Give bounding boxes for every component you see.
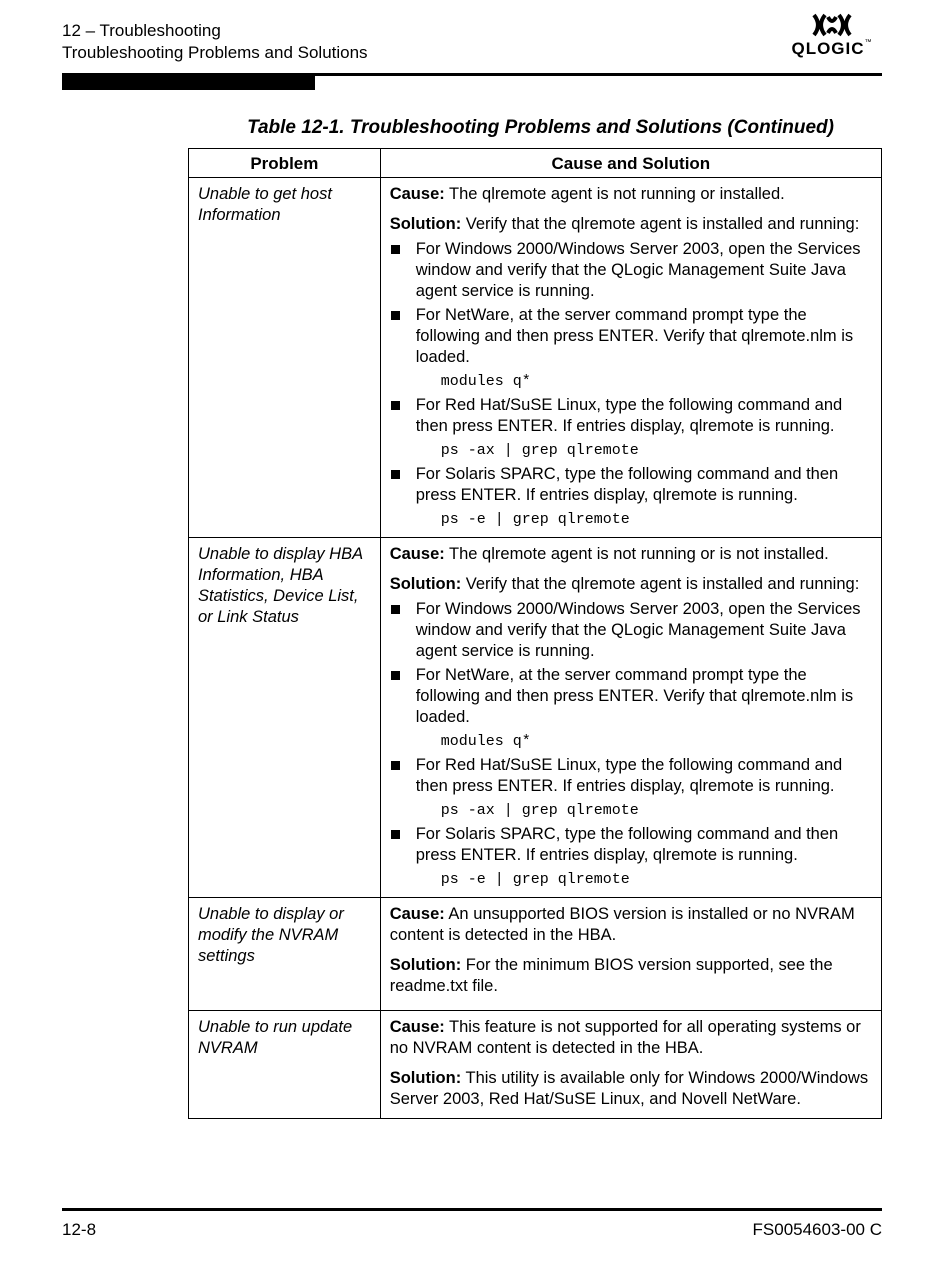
header-rule-bar	[62, 76, 315, 90]
cause-text: Cause: The qlremote agent is not running or is not installed.	[389, 545, 829, 563]
solution-cell	[380, 178, 881, 538]
command-text: ps -ax | grep qlremote	[440, 802, 639, 819]
table-row	[189, 538, 882, 898]
solution-text: Solution: For the minimum BIOS version supported, see the readme.txt file.	[389, 956, 833, 995]
list-item: For Red Hat/SuSE Linux, type the following command and then press ENTER. If entries display, qlremote is running.	[390, 395, 873, 437]
logo-wordmark: QLOGIC™	[791, 39, 873, 58]
list-item: For Windows 2000/Windows Server 2003, open the Services window and verify that the QLogic Management Suite Java agent service is running.	[390, 599, 873, 662]
solution-text: Solution: This utility is available only for Windows 2000/Windows Server 2003, Red Hat/SuSE Linux, and Novell NetWare.	[389, 1069, 869, 1108]
column-header-problem: Problem	[189, 149, 381, 178]
square-bullet-icon	[391, 470, 400, 479]
section-title: Troubleshooting Problems and Solutions	[62, 43, 368, 62]
solution-list	[390, 464, 873, 506]
document-id: FS0054603-00 C	[752, 1220, 882, 1239]
command-text: modules q*	[440, 733, 531, 750]
table-header-row	[189, 149, 882, 178]
qlogic-mark-icon	[811, 12, 853, 38]
square-bullet-icon	[391, 311, 400, 320]
square-bullet-icon	[391, 401, 400, 410]
solution-cell	[380, 538, 881, 898]
square-bullet-icon	[391, 761, 400, 770]
problem-cell: Unable to display HBA Information, HBA Statistics, Device List, or Link Status	[189, 538, 381, 898]
command-text: ps -e | grep qlremote	[440, 511, 630, 528]
page-number: 12-8	[62, 1220, 97, 1239]
troubleshooting-table	[188, 148, 882, 1119]
list-item: For Red Hat/SuSE Linux, type the following command and then press ENTER. If entries display, qlremote is running.	[390, 755, 873, 797]
table-title: Table 12-1. Troubleshooting Problems and Solutions (Continued)	[247, 117, 834, 138]
list-item: For NetWare, at the server command prompt type the following and then press ENTER. Verify that qlremote.nlm is loaded.	[390, 665, 873, 728]
command-text: ps -e | grep qlremote	[440, 871, 630, 888]
solution-list	[390, 239, 873, 368]
command-text: ps -ax | grep qlremote	[440, 442, 639, 459]
problem-cell: Unable to get host Information	[189, 178, 381, 538]
table-row	[189, 1011, 882, 1119]
list-item: For Solaris SPARC, type the following command and then press ENTER. If entries display, qlremote is running.	[390, 464, 873, 506]
solution-list	[390, 755, 873, 797]
table-row	[189, 178, 882, 538]
solution-text: Solution: Verify that the qlremote agent is installed and running:	[389, 575, 860, 593]
square-bullet-icon	[391, 245, 400, 254]
problem-cell: Unable to display or modify the NVRAM settings	[189, 898, 381, 1011]
table-row	[189, 898, 882, 1011]
solution-cell	[380, 898, 881, 1011]
solution-cell	[380, 1011, 881, 1119]
cause-text: Cause: An unsupported BIOS version is installed or no NVRAM content is detected in the HBA.	[389, 905, 855, 944]
problem-cell: Unable to run update NVRAM	[189, 1011, 381, 1119]
solution-list	[390, 824, 873, 866]
square-bullet-icon	[391, 671, 400, 680]
column-header-cause-solution: Cause and Solution	[380, 149, 881, 178]
command-text: modules q*	[440, 373, 531, 390]
solution-list	[390, 599, 873, 728]
list-item: For Solaris SPARC, type the following command and then press ENTER. If entries display, qlremote is running.	[390, 824, 873, 866]
list-item: For NetWare, at the server command prompt type the following and then press ENTER. Verify that qlremote.nlm is loaded.	[390, 305, 873, 368]
footer-rule	[62, 1208, 882, 1211]
cause-text: Cause: The qlremote agent is not running or installed.	[389, 185, 785, 203]
list-item: For Windows 2000/Windows Server 2003, open the Services window and verify that the QLogic Management Suite Java agent service is running.	[390, 239, 873, 302]
cause-text: Cause: This feature is not supported for all operating systems or no NVRAM content is detected in the HBA.	[389, 1018, 861, 1057]
page-header	[62, 20, 882, 64]
square-bullet-icon	[391, 605, 400, 614]
solution-text: Solution: Verify that the qlremote agent is installed and running:	[389, 215, 860, 233]
qlogic-logo	[786, 12, 878, 59]
solution-list	[390, 395, 873, 437]
chapter-title: 12 – Troubleshooting	[62, 21, 221, 40]
square-bullet-icon	[391, 830, 400, 839]
